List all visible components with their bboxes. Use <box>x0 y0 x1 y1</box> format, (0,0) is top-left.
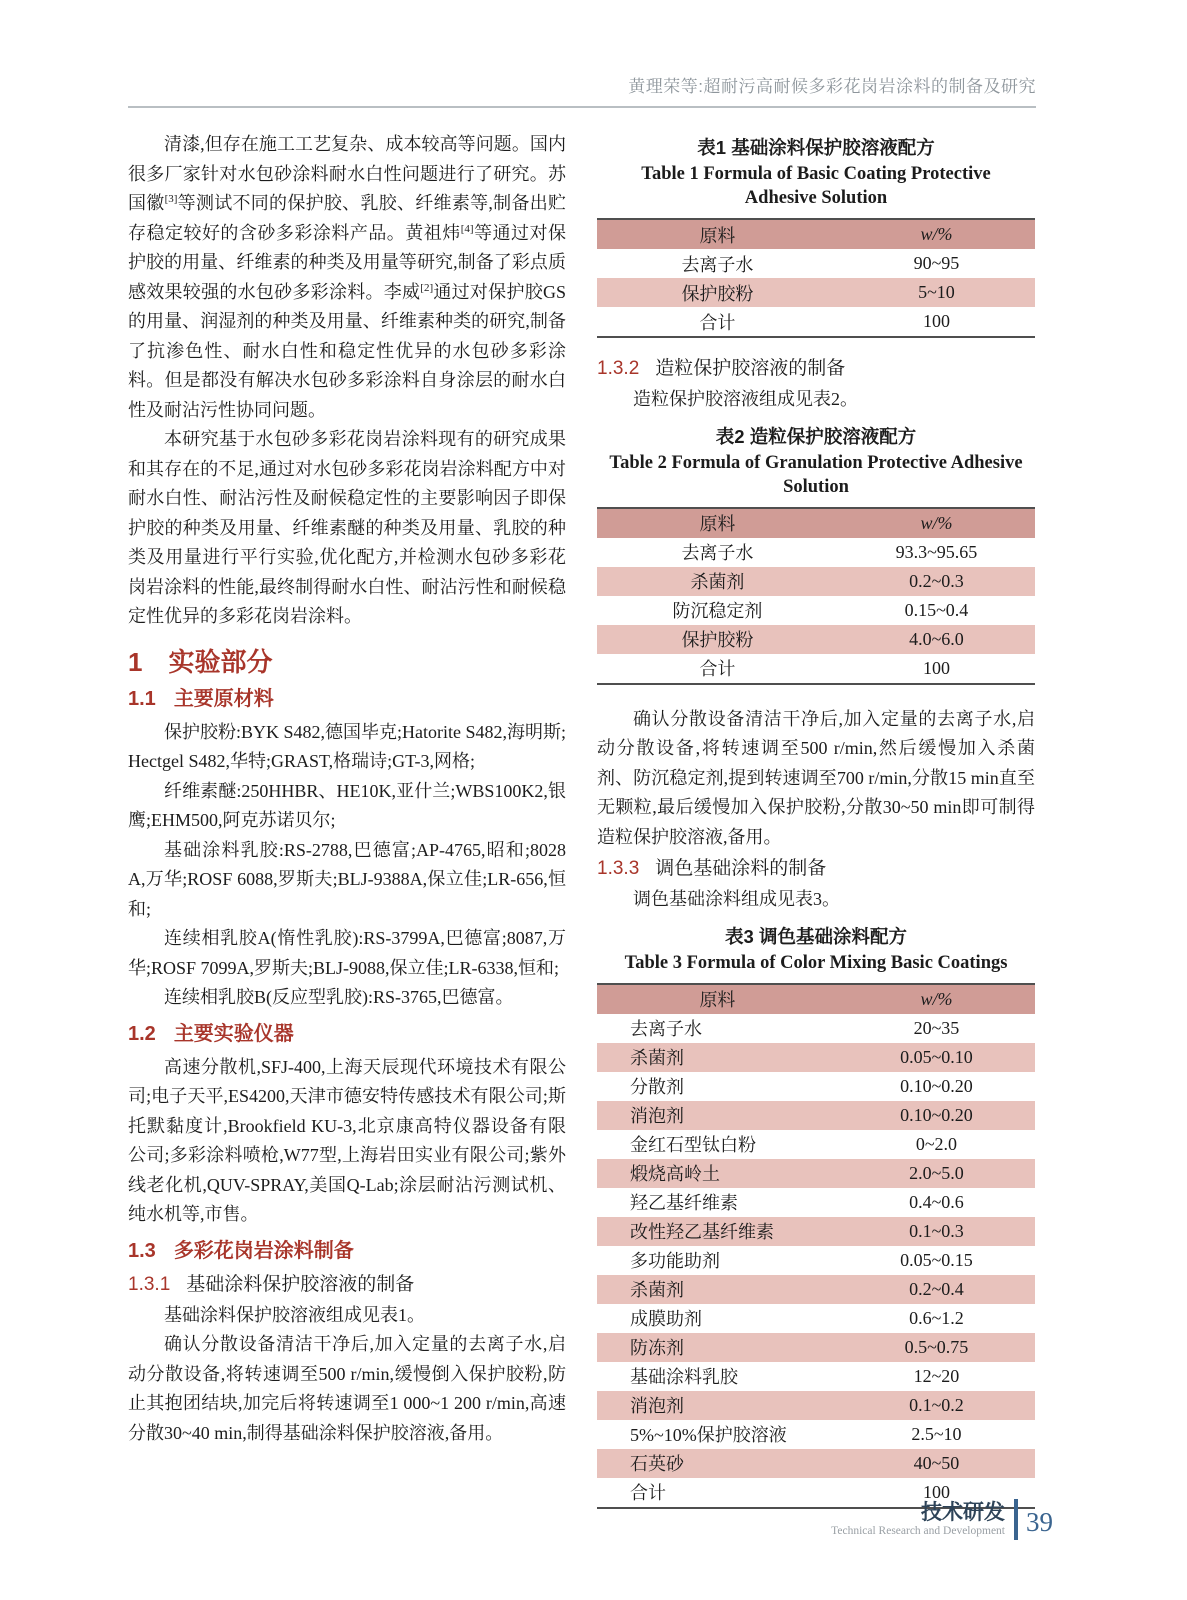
citation-marker: [3] <box>164 193 178 205</box>
table-cell: 石英砂 <box>630 1454 684 1474</box>
table-cell: 金红石型钛白粉 <box>630 1135 756 1155</box>
table-2-caption-zh: 表2 造粒保护胶溶液配方 <box>715 425 917 447</box>
section-title: 实验部分 <box>168 646 273 677</box>
table-row <box>597 1072 1035 1101</box>
section-title: 主要原材料 <box>173 687 274 710</box>
section-title: 造粒保护胶溶液的制备 <box>655 358 846 379</box>
table-cell: 煅烧高岭土 <box>630 1164 720 1184</box>
table-cell: 0.10~0.20 <box>900 1104 973 1125</box>
table-2-block <box>597 425 1035 685</box>
section-title: 调色基础涂料的制备 <box>655 858 827 879</box>
footer-section-labels <box>831 1501 1005 1539</box>
table-cell: 杀菌剂 <box>630 1280 684 1300</box>
table-3-caption-en: Table 3 Formula of Color Mixing Basic Coatings <box>624 952 1008 973</box>
section-heading-1-1 <box>128 686 566 712</box>
formula-table-2 <box>597 507 1035 685</box>
footer-section-zh: 技术研发 <box>921 1500 1005 1524</box>
paragraph-intro-2: 本研究基于水包砂多彩花岗岩涂料现有的研究成果和其存在的不足,通过对水包砂多彩花岗岩涂料配方中对耐水白性、耐沾污性及耐候稳定性的主要影响因子即保护胶的种类及用量、纤维素醚的种类及用量、乳胶的种类及用量进行平行实验,优化配方,并检测水包砂多彩花岗岩涂料的性能,最终制得耐水白性、耐沾污性和耐候稳定性优异的多彩花岗岩涂料。 <box>128 429 566 626</box>
citation-marker: [2] <box>420 281 434 294</box>
footer-section-en: Technical Research and Development <box>831 1524 1005 1537</box>
table-row <box>597 1304 1035 1333</box>
table-cell: 多功能助剂 <box>630 1251 720 1271</box>
table-cell: 2.5~10 <box>911 1423 962 1444</box>
table-cell: 5%~10%保护胶溶液 <box>630 1425 787 1445</box>
table-cell: 100 <box>922 657 950 678</box>
table-cell: 0.4~0.6 <box>909 1191 964 1212</box>
table-cell: 成膜助剂 <box>630 1309 702 1329</box>
section-number: 1.3.3 <box>597 858 640 879</box>
left-column <box>128 130 566 1448</box>
preparation-paragraph-1: 确认分散设备清洁干净后,加入定量的去离子水,启动分散设备,将转速调至500 r/min,缓慢倒入保护胶粉,防止其抱团结块,加完后将转速调至1 000~1 200 r/min,高速分散30~40 min,制得基础涂料保护胶溶液,备用。 <box>128 1334 566 1443</box>
instruments-paragraph: 高速分散机,SFJ-400,上海天辰现代环境技术有限公司;电子天平,ES4200,天津市德安特传感技术有限公司;斯托默黏度计,Brookfield KU-3,北京康高特仪器设备有限公司;多彩涂料喷枪,W77型,上海岩田实业有限公司;紫外线老化机,QUV-SPRAY,美国Q-Lab;涂层耐沾污测试机、纯水机等,市售。 <box>128 1056 566 1224</box>
table-row <box>597 567 1035 596</box>
table-row <box>597 1420 1035 1449</box>
section-number: 1.3 <box>128 1239 156 1262</box>
table-cell: 90~95 <box>913 253 960 273</box>
see-table-1-paragraph: 基础涂料保护胶溶液组成见表1。 <box>164 1304 425 1325</box>
section-title: 主要实验仪器 <box>173 1022 294 1045</box>
table-row <box>597 249 1035 278</box>
table-cell: 4.0~6.0 <box>909 628 964 649</box>
table-cell: 防沉稳定剂 <box>672 601 763 621</box>
table-cell: 100 <box>922 311 950 331</box>
table-cell: 20~35 <box>913 1017 960 1038</box>
materials-paragraph: 连续相乳胶B(反应型乳胶):RS-3765,巴德富。 <box>164 987 514 1007</box>
table-3-caption-zh: 表3 调色基础涂料配方 <box>725 925 907 947</box>
column-header: w/% <box>920 988 953 1009</box>
table-row <box>597 1217 1035 1246</box>
see-table-2-paragraph: 造粒保护胶溶液组成见表2。 <box>633 389 858 409</box>
table-cell: 0.05~0.15 <box>900 1249 973 1270</box>
table-header-row <box>597 508 1035 538</box>
column-header: 原料 <box>699 990 736 1010</box>
table-row <box>597 596 1035 625</box>
table-cell: 0.6~1.2 <box>909 1307 964 1328</box>
table-cell: 0.05~0.10 <box>900 1046 973 1067</box>
table-cell: 0.2~0.4 <box>909 1278 964 1299</box>
two-column-layout <box>128 130 1036 1509</box>
paragraph-intro-1: 清漆,但存在施工工艺复杂、成本较高等问题。国内很多厂家针对水包砂涂料耐水白性问题进行了研究。苏国徽[3]等测试不同的保护胶、乳胶、纤维素等,制备出贮存稳定较好的含砂多彩涂料产品。黄祖炜[4]等通过对保护胶的用量、纤维素的种类及用量等研究,制备了彩点质感效果较强的水包砂多彩涂料。李威[2]通过对保护胶GS的用量、润湿剂的种类及用量、纤维素种类的研究,制备了抗渗色性、耐水白性和稳定性优异的水包砂多彩涂料。但是都没有解决水包砂多彩涂料自身涂层的耐水白性及耐沾污性协同问题。 <box>128 134 567 420</box>
formula-table-3 <box>597 983 1035 1509</box>
table-cell: 合计 <box>630 1483 666 1503</box>
table-cell: 40~50 <box>913 1452 960 1473</box>
table-row <box>597 1362 1035 1391</box>
table-cell: 消泡剂 <box>630 1396 684 1416</box>
table-cell: 改性羟乙基纤维素 <box>630 1222 774 1242</box>
table-1-caption-zh: 表1 基础涂料保护胶溶液配方 <box>697 137 935 158</box>
page-content <box>128 76 1036 1509</box>
table-cell: 0.5~0.75 <box>904 1336 969 1357</box>
table-cell: 合计 <box>699 312 736 333</box>
table-header-row <box>597 984 1035 1014</box>
table-cell: 0.1~0.2 <box>909 1394 964 1415</box>
table-cell: 5~10 <box>918 282 955 302</box>
table-row <box>597 1391 1035 1420</box>
section-number: 1.1 <box>128 687 156 710</box>
table-row <box>597 1014 1035 1043</box>
section-title: 基础涂料保护胶溶液的制备 <box>186 1273 415 1295</box>
section-number: 1.3.1 <box>128 1273 171 1295</box>
table-cell: 0.2~0.3 <box>909 570 964 591</box>
page-footer <box>831 1496 1053 1543</box>
column-header: 原料 <box>699 225 736 246</box>
table-2-caption-en: Table 2 Formula of Granulation Protective Adhesive Solution <box>609 452 1023 497</box>
right-column <box>597 130 1035 1509</box>
section-number: 1.2 <box>128 1022 156 1045</box>
table-cell: 0.15~0.4 <box>904 599 969 620</box>
section-title: 多彩花岗岩涂料制备 <box>173 1239 354 1262</box>
table-row <box>597 307 1035 337</box>
section-heading-1-3-2 <box>597 354 1035 383</box>
table-row <box>597 538 1035 567</box>
table-cell: 保护胶粉 <box>681 630 754 650</box>
section-heading-1-3-1 <box>128 1270 566 1299</box>
table-row <box>597 1159 1035 1188</box>
header-rule <box>128 106 1036 108</box>
table-row <box>597 1275 1035 1304</box>
table-row <box>597 1449 1035 1478</box>
table-3-block <box>597 925 1035 1509</box>
materials-paragraph: 纤维素醚:250HHBR、HE10K,亚什兰;WBS100K2,银鹰;EHM500,阿克苏诺贝尔; <box>128 780 566 830</box>
table-cell: 保护胶粉 <box>681 283 754 304</box>
preparation-paragraph-2: 确认分散设备清洁干净后,加入定量的去离子水,启动分散设备,将转速调至500 r/min,然后缓慢加入杀菌剂、防沉稳定剂,提到转速调至700 r/min,分散15 min直至无颗粒,最后缓慢加入保护胶粉,分散30~50 min即可制得造粒保护胶溶液,备用。 <box>597 708 1035 847</box>
table-cell: 去离子水 <box>681 254 754 275</box>
table-cell: 0~2.0 <box>915 1133 958 1154</box>
table-row <box>597 1043 1035 1072</box>
table-cell: 杀菌剂 <box>690 572 745 592</box>
citation-marker: [4] <box>460 222 474 235</box>
column-header: 原料 <box>699 514 736 534</box>
section-heading-1-2 <box>128 1021 566 1047</box>
table-cell: 消泡剂 <box>630 1106 684 1126</box>
table-row <box>597 1101 1035 1130</box>
running-head: 黄理荣等:超耐污高耐候多彩花岗岩涂料的制备及研究 <box>628 77 1036 96</box>
table-row <box>597 1333 1035 1362</box>
table-cell: 12~20 <box>913 1365 960 1386</box>
table-cell: 去离子水 <box>630 1019 702 1039</box>
section-heading-1-3 <box>128 1238 566 1264</box>
table-cell: 合计 <box>699 659 736 679</box>
section-number: 1.3.2 <box>597 358 640 379</box>
table-cell: 0.10~0.20 <box>900 1075 973 1096</box>
table-cell: 分散剂 <box>630 1077 684 1097</box>
table-cell: 100 <box>922 1481 950 1502</box>
table-cell: 基础涂料乳胶 <box>630 1367 738 1387</box>
column-header: w/% <box>920 512 953 533</box>
table-row <box>597 1130 1035 1159</box>
footer-accent-bar <box>1014 1499 1018 1540</box>
table-header-row <box>597 219 1035 249</box>
table-row <box>597 625 1035 654</box>
table-row <box>597 278 1035 307</box>
materials-paragraph: 基础涂料乳胶:RS-2788,巴德富;AP-4765,昭和;8028A,万华;ROSF 6088,罗斯夫;BLJ-9388A,保立佳;LR-656,恒和; <box>128 839 566 919</box>
table-cell: 去离子水 <box>681 543 754 563</box>
table-cell: 防冻剂 <box>630 1338 684 1358</box>
table-cell: 2.0~5.0 <box>909 1162 964 1183</box>
formula-table-1 <box>597 218 1035 338</box>
page-number: 39 <box>1026 1507 1053 1537</box>
materials-paragraph: 保护胶粉:BYK S482,德国毕克;Hatorite S482,海明斯;Hectgel S482,华特;GRAST,格瑞诗;GT-3,网格; <box>128 721 567 771</box>
see-table-3-paragraph: 调色基础涂料组成见表3。 <box>633 889 840 909</box>
table-cell: 0.1~0.3 <box>909 1220 964 1241</box>
table-1-caption-en: Table 1 Formula of Basic Coating Protective Adhesive Solution <box>641 164 991 208</box>
table-cell: 93.3~95.65 <box>895 541 978 562</box>
column-header: w/% <box>920 224 953 244</box>
table-row <box>597 1246 1035 1275</box>
table-cell: 羟乙基纤维素 <box>630 1193 738 1213</box>
table-row <box>597 1188 1035 1217</box>
table-row <box>597 654 1035 684</box>
materials-paragraph: 连续相乳胶A(惰性乳胶):RS-3799A,巴德富;8087,万华;ROSF 7099A,罗斯夫;BLJ-9088,保立佳;LR-6338,恒和; <box>128 928 566 978</box>
table-cell: 杀菌剂 <box>630 1048 684 1068</box>
section-heading-1-3-3 <box>597 854 1035 883</box>
table-1-block <box>597 136 1035 338</box>
section-heading-1 <box>128 646 566 678</box>
section-number: 1 <box>128 646 143 677</box>
